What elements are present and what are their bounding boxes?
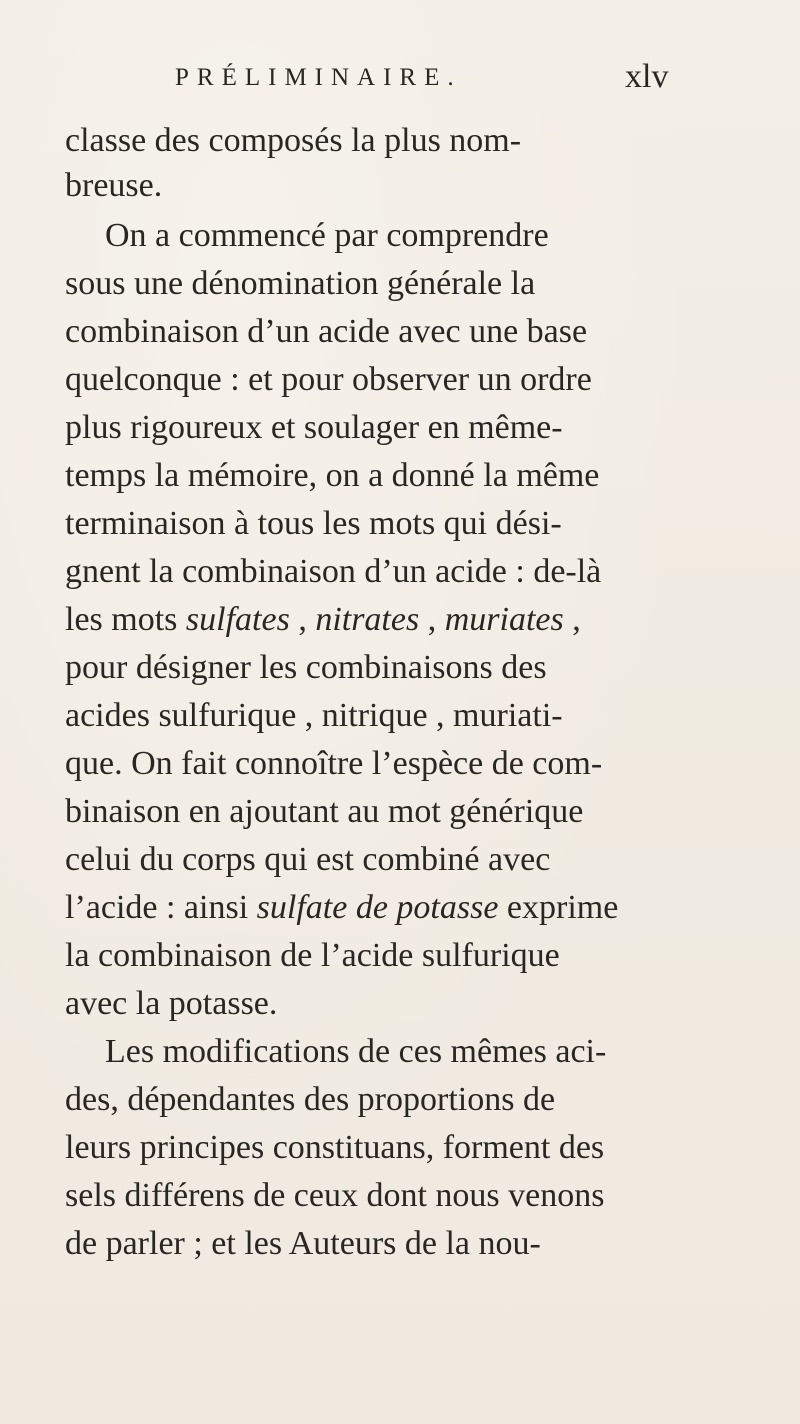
text-line: de parler ; et les Auteurs de la nou- — [65, 1225, 541, 1262]
text-line: combinaison d’un acide avec une base — [65, 313, 588, 350]
text-line: leurs principes constituans, forment des — [65, 1129, 605, 1166]
text-line: classe des composés la plus nom- — [65, 122, 522, 159]
text-segment: , — [563, 601, 581, 638]
text-line: plus rigoureux et soulager en même- — [65, 409, 563, 446]
text-line: temps la mémoire, on a donné la même — [65, 457, 600, 494]
paragraph-start-line: Les modifications de ces mêmes aci- — [105, 1033, 607, 1070]
text-line: sels différens de ceux dont nous venons — [65, 1177, 605, 1214]
text-line: acides sulfurique , nitrique , muriati- — [65, 697, 563, 734]
text-line: la combinaison de l’acide sulfurique — [65, 937, 560, 974]
text-line: gnent la combinaison d’un acide : de-là — [65, 553, 602, 590]
text-line: binaison en ajoutant au mot générique — [65, 793, 584, 830]
text-segment: les mots — [65, 601, 186, 638]
text-line: quelconque : et pour observer un ordre — [65, 361, 592, 398]
text-line: des, dépendantes des proportions de — [65, 1081, 556, 1118]
text-segment: , — [289, 601, 316, 638]
text-line: breuse. — [65, 167, 163, 204]
text-line: sous une dénomination générale la — [65, 265, 536, 302]
text-line: terminaison à tous les mots qui dési- — [65, 505, 562, 542]
text-segment: l’acide : ainsi — [65, 889, 257, 926]
text-line: celui du corps qui est combiné avec — [65, 841, 551, 878]
italic-term-muriates: muriates — [444, 601, 564, 638]
text-segment: exprime — [498, 889, 619, 926]
text-line: pour désigner les combinaisons des — [65, 649, 547, 686]
italic-term-sulfate-de-potasse: sulfate de potasse — [256, 889, 499, 926]
text-line — [65, 600, 581, 640]
italic-term-nitrates: nitrates — [315, 601, 420, 638]
text-segment: , — [419, 601, 445, 638]
text-line: que. On fait connoître l’espèce de com- — [65, 745, 603, 782]
italic-term-sulfates: sulfates — [185, 601, 290, 638]
paragraph-start-line: On a commencé par comprendre — [105, 217, 549, 254]
text-line: avec la potasse. — [65, 985, 278, 1022]
page-number: xlv — [625, 58, 669, 95]
page-header — [0, 58, 800, 104]
text-line — [65, 888, 618, 928]
running-head: PRÉLIMINAIRE. — [175, 64, 462, 91]
